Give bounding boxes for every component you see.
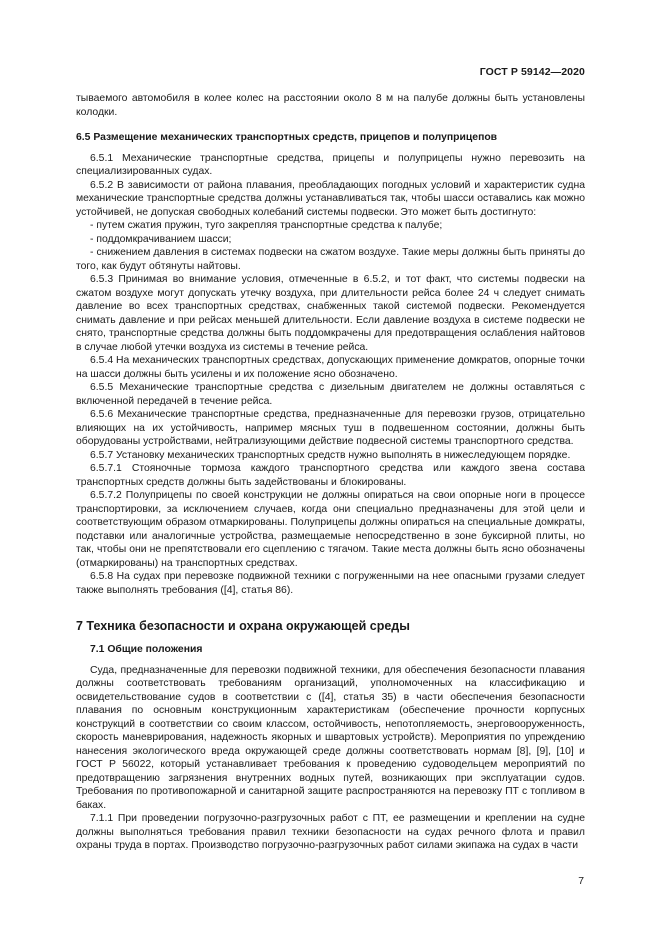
list-item: - снижением давления в системах подвески на сжатом воздухе. Такие меры должны быть приняты до того, как будут обтянуты найтовы. — [76, 247, 585, 272]
section-heading-7-1: 7.1 Общие положения — [90, 644, 203, 655]
paragraph-continuation: тываемого автомобиля в колее колес на расстоянии около 8 м на палубе должны быть установлены колодки. — [76, 93, 585, 118]
paragraph-6-5-6: 6.5.6 Механические транспортные средства, предназначенные для перевозки грузов, отрицательно влияющих на их устойчивость, например мясных туш в подвешенном состоянии, должны быть оборудованы устройствами, нейтрализующими действие подвесной системы транспортного средства. — [76, 409, 585, 447]
paragraph-6-5-5: 6.5.5 Механические транспортные средства с дизельным двигателем не должны оставляться с включенной передачей в течение рейса. — [76, 382, 585, 407]
list-item: - путем сжатия пружин, туго закрепляя транспортные средства к палубе; — [90, 220, 443, 231]
paragraph-6-5-8: 6.5.8 На судах при перевозке подвижной техники с погруженными на нее опасными грузами следует также выполнять требования ([4], статья 86). — [76, 571, 585, 596]
paragraph-6-5-2: 6.5.2 В зависимости от района плавания, преобладающих погодных условий и характеристик судна механические транспортные средства должны устанавливаться так, чтобы шасси оставались как можно устойчивей, не допуская свободных колебаний системы подвески. Это может быть достигнуто: — [76, 179, 585, 218]
list-item: - поддомкрачиванием шасси; — [90, 233, 232, 245]
paragraph-6-5-7-1: 6.5.7.1 Стояночные тормоза каждого транспортного средства или каждого звена состава транспортных средств должны быть задействованы и блокированы. — [76, 463, 585, 488]
paragraph-7-1-1: 7.1.1 При проведении погрузочно-разгрузочных работ с ПТ, ее размещении и креплении на судне должны выполняться требования правил техники безопасности на судах речного флота и правил охраны труда в портах. Производство погрузочно-разгрузочных работ силами экипажа на судах в части — [76, 813, 585, 851]
paragraph-6-5-3: 6.5.3 Принимая во внимание условия, отмеченные в 6.5.2, и тот факт, что системы подвески на сжатом воздухе могут допускать утечку воздуха, при длительности рейса более 24 ч следует снимать давление во всех транспортных средствах, снабженных такой системой подвески. Рекомендуется снимать давление и при рейсах меньшей длительности. Если давление воздуха в системе подвески не снято, транспортные средства должны быть поддомкрачены для предотвращения ослабления найтовов в случае любой утечки воздуха из системы в течение рейса. — [76, 274, 585, 353]
document-code-header: ГОСТ Р 59142—2020 — [479, 66, 585, 78]
paragraph-6-5-4: 6.5.4 На механических транспортных средствах, допускающих применение домкратов, опорные точки на шасси должны быть усилены и их положение ясно обозначено. — [76, 355, 585, 380]
paragraph-6-5-7: 6.5.7 Установку механических транспортных средств нужно выполнять в нижеследующем порядке. — [90, 449, 571, 461]
paragraph-6-5-1: 6.5.1 Механические транспортные средства, прицепы и полуприцепы нужно перевозить на специализированных судах. — [76, 152, 585, 177]
paragraph-6-5-7-2: 6.5.7.2 Полуприцепы по своей конструкции не должны опираться на свои опорные ноги в процессе транспортировки, за исключением случаев, когда они специально предназначены для этой цели и соответствующим образом отмаркированы. Полуприцепы должны опираться на специальные домкраты, подставки или аналогичные устройства, размещаемые непосредственно в зоне буксирной плиты, но так, чтобы они не препятствовали его сцеплению с тягачом. Такие места должны быть ясно обозначены (отмаркированы) на транспортных средствах. — [76, 490, 585, 569]
section-heading-6-5: 6.5 Размещение механических транспортных средств, прицепов и полуприцепов — [76, 132, 498, 143]
document-body — [76, 92, 585, 853]
paragraph-7-1: Суда, предназначенные для перевозки подвижной техники, для обеспечения безопасности плавания должны соответствовать требованиям организаций, уполномоченных на классификацию и освидетельствование судов в соответствии с ([4], статья 35) в части обеспечения безопасности плавания по основным конструкционным характеристикам (обеспечение прочности корпусных конструкций в соответствии со своим классом, остойчивость, непотопляемость, энерговооруженность, скорость маневрирования, надежность якорных и швартовых устройств). Мероприятия по упреждению нанесения экологического вреда окружающей среде должны соответствовать нормам [8], [9], [10] и ГОСТ Р 56022, который устанавливает требования к проведению судоводельцем мероприятий по предотвращению загрязнения внутренних водных путей, возникающих при эксплуатации судов. Требования по противопожарной и санитарной защите распространяются на перевозку ПТ с топливом в баках. — [76, 664, 585, 811]
page-number: 7 — [578, 876, 584, 887]
section-heading-7: 7 Техника безопасности и охрана окружающей среды — [76, 619, 410, 633]
